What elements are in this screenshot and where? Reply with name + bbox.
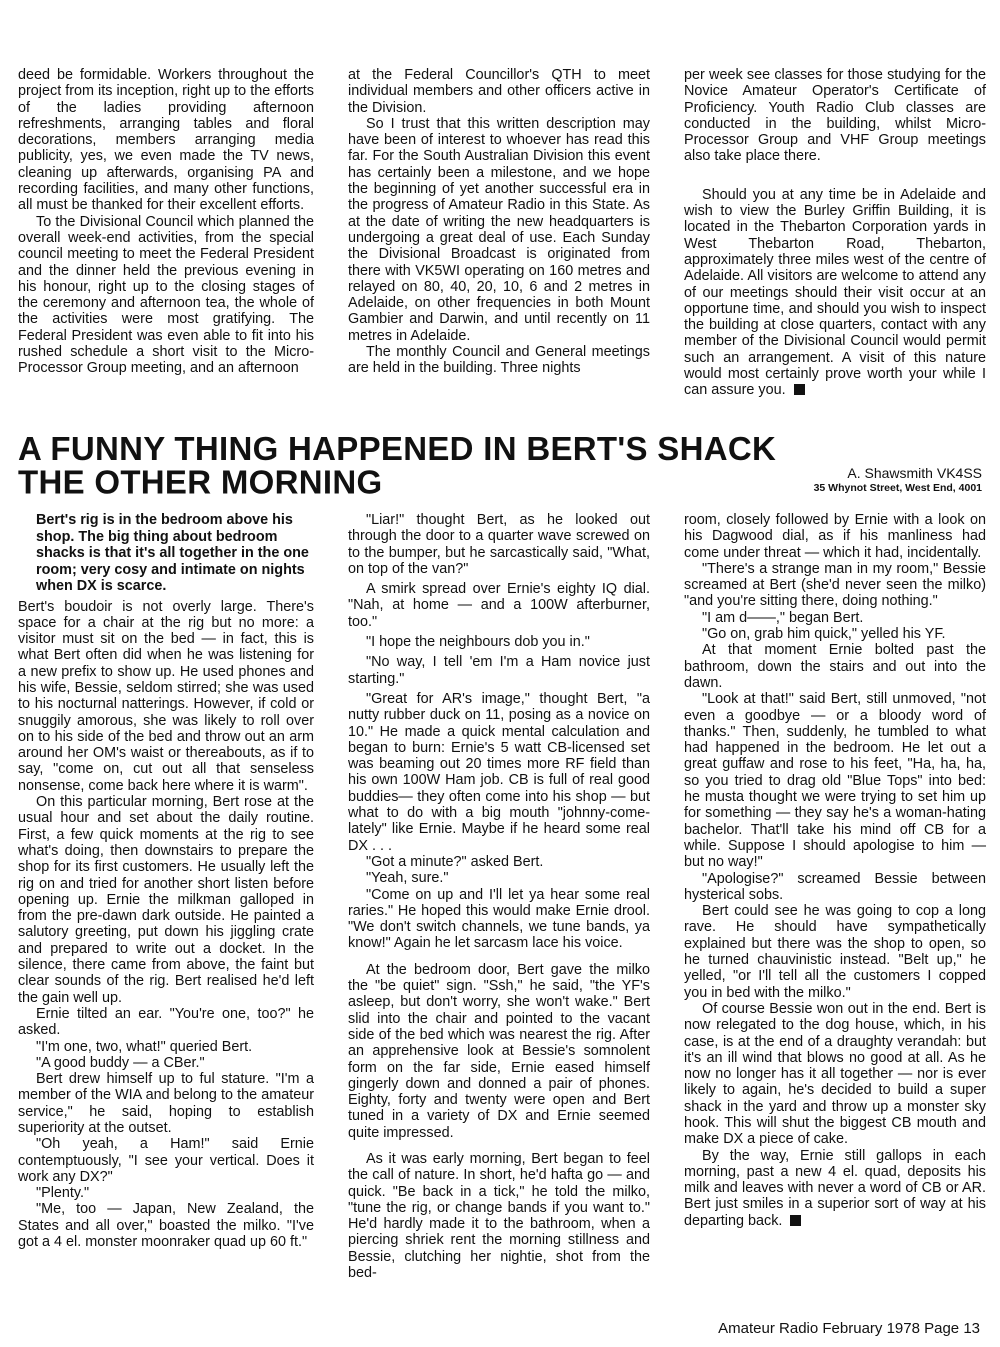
paragraph: "There's a strange man in my room," Bessie screamed at Bert (she'd never seen the milko) "and you're sitting there, doing nothing." — [684, 560, 986, 610]
paragraph: "Liar!" thought Bert, as he looked out through the door to a quarter wave screwed on to the bumper, but he sarcastically said, "What, on top of the van?" — [348, 512, 650, 577]
paragraph-text: Should you at any time be in Adelaide and wish to view the Burley Griffin Building, it is located in the Thebarton Corporation yards in West Thebarton Road, Thebarton, approximately three miles west of the centre of Adelaide. All visitors are welcome to attend any of our meetings should their visit occur at an opportune time, and should you wish to inspect the building at close quarters, contact with any member of the Divisional Council would permit such an arrangement. A visit of this nature would most certainly prove worth your while I can assure you. — [684, 186, 986, 399]
paragraph: Ernie tilted an ear. "You're one, too?" he asked. — [18, 1005, 314, 1039]
paragraph: A smirk spread over Ernie's eighty IQ dial. "Nah, at home — and a 100W afterburner, too." — [348, 581, 650, 630]
paragraph: Bert drew himself up to ful stature. "I'm a member of the WIA and belong to the amateur service," he said, hoping to establish superiority at the outset. — [18, 1071, 314, 1136]
paragraph-text: By the way, Ernie still gallops in each morning, past a new 4 el. quad, deposits his milk and leaves with never a word of CB or AR. Bert just smiles in a superior sort of way at his departing back. — [684, 1147, 986, 1229]
end-of-article-mark — [794, 384, 805, 395]
paragraph — [684, 187, 986, 399]
paragraph: On this particular morning, Bert rose at the usual hour and set about the daily routine. First, a few quick moments at the rig to see what's doing, then downstairs to prepare the shop for its first customers. He usually left the rig on and tried for another short listen before opening up. Ernie the milkman galloped in from the pre-dawn dark outside. He painted a salutory greeting, put down his jiggling crate and prepared to write out a docket. In the silence, there came from above, the faint but clear sounds of the rig. Bert realised he'd left the gain well up. — [18, 794, 314, 1006]
paragraph: "A good buddy — a CBer." — [36, 1054, 205, 1071]
lead-paragraph: Bert's rig is in the bedroom above his shop. The big thing about bedroom shacks is that it's all together in the one room; very cosy and intimate on nights when DX is scarce. — [36, 512, 309, 594]
paragraph: Bert's boudoir is not overly large. There's space for a chair at the rig but no more: a visitor must sit on the bed — in fact, this is what Bert often did when he was listening for a new prefix to show up. He used phones and his wife, Bessie, seldom stirred; she was used to his nocturnal natterings. However, if cold or snuggily amorous, she was likely to roll over on to his side of the bed and throw out an arm around her OM's waist or thereabouts, as if to say, "come on, cut out all that senseless nonsense, come back here where it is warm". — [18, 598, 314, 794]
paragraph: Bert could see he was going to cop a long rave. He should have sympathetically explained but there was the shop to open, so he turned chauvinistic instead. "Belt up," he yelled, "or I'll tell all the customers I copped you in bed with the milko." — [684, 903, 986, 1001]
author-address: 35 Whynot Street, West End, 4001 — [813, 482, 982, 494]
article-headline — [18, 429, 818, 501]
paragraph — [684, 1148, 986, 1229]
paragraph: room, closely followed by Ernie with a look on his Dagwood dial, as if his manliness had come under threat — which it had, incidentally. — [684, 512, 986, 561]
author-byline — [814, 465, 982, 495]
headline-line-2: THE OTHER MORNING — [18, 462, 383, 501]
paragraph: "Apologise?" screamed Bessie between hysterical sobs. — [684, 870, 986, 903]
paragraph: "Got a minute?" asked Bert. — [366, 853, 544, 870]
paragraph: "No way, I tell 'em I'm a Ham novice just starting." — [348, 654, 650, 687]
headline-line-1: A FUNNY THING HAPPENED IN BERT'S SHACK — [18, 429, 777, 468]
paragraph: "I'm one, two, what!" queried Bert. — [36, 1038, 253, 1055]
page-footer: Amateur Radio February 1978 Page 13 — [718, 1320, 980, 1337]
paragraph: "Look at that!" said Bert, still unmoved, "not even a goodbye — or a bloody word of thanks." Then, suddenly, he tumbled to what had happened in the bedroom. He let out a great guffaw and rose to his feet, "Ha, ha, ha, so you tried to drag old "Blue Tops" into bed: he musta thought we were trying to set him up for something — they say he's a woman-hating bachelor. That'll take his mind off CB for a while. Suppose I should apologise to him — but no way!" — [684, 691, 986, 871]
paragraph: So I trust that this written description may have been of interest to whoever has read this far. For the South Australian Division this event has certainly been a milestone, and we hope the beginning of yet another successful era in the progress of Amateur Radio in this State. As at the date of writing the new headquarters is undergoing a great deal of use. Each Sunday the Divisional Broadcast is originated from there with VK5WI operating on 160 metres and relayed on 80, 40, 20, 10, 6 and 2 metres in Adelaide, on other frequencies in both Mount Gambier and Darwin, and until recently on 11 metres in Adelaide. — [348, 115, 650, 344]
paragraph: deed be formidable. Workers throughout the project from its inception, right up to the efforts of the ladies providing afternoon refreshments, arranging tables and floral decorations, members arranging media publicity, yes, we even made the TV news, cleaning up afterwards, organising PA and recording facilities, and many other functions, all must be thanked for their excellent efforts. — [18, 67, 314, 214]
top-column-2 — [348, 67, 650, 377]
paragraph: At that moment Ernie bolted past the bathroom, down the stairs and out into the dawn. — [684, 642, 986, 691]
paragraph: At the bedroom door, Bert gave the milko the "be quiet" sign. "Ssh," he said, "the YF's asleep, but don't worry, she won't wake." Bert slid into the chair and pointed to the vacant side of the bed which was nearest the rig. After an apprehensive look at Bessie's somnolent form on the far side, Ernie eased himself gingerly down and donned a pair of phones. Eighty, forty and twenty were open and Bert tuned in a variety of DX and Ernie seemed quite impressed. — [348, 961, 650, 1141]
top-column-1 — [18, 67, 314, 377]
paragraph: "Me, too — Japan, New Zealand, the States and all over," boasted the milko. "I've got a 4 el. monster moonraker quad up 60 ft." — [18, 1201, 314, 1251]
paragraph: "I hope the neighbours dob you in." — [366, 634, 590, 651]
paragraph: at the Federal Councillor's QTH to meet individual members and other officers active in the Division. — [348, 67, 650, 116]
paragraph: "Go on, grab him quick," yelled his YF. — [702, 626, 946, 643]
paragraph: "Come on up and I'll let ya hear some real raries." He hoped this would make Ernie drool. "We don't switch channels, we tune bands, ya know!" Again he let sarcasm lace his voice. — [348, 886, 650, 952]
paragraph: "Oh yeah, a Ham!" said Ernie contemptuously, "I see your vertical. Does it work any DX?" — [18, 1136, 314, 1185]
paragraph: As it was early morning, Bert began to feel the call of nature. In short, he'd hafta go — and quick. "Be back in a tick," he told the milko, "tune the rig, or change bands if you want to." He'd hardly made it to the bathroom, when a piercing shriek rent the morning stillness and Bessie, clutching her nightie, shot from the bed- — [348, 1150, 650, 1282]
article-column-3 — [684, 512, 986, 1229]
paragraph: "Plenty." — [36, 1185, 90, 1202]
article-column-2 — [348, 512, 650, 1281]
paragraph: "Yeah, sure." — [366, 870, 449, 887]
paragraph: To the Divisional Council which planned the overall week-end activities, from the special council meeting to meet the Federal President and the dinner held the previous evening in his honour, right up to the closing stages of the ceremony and afternoon tea, the whole of the activities were most gratifying. The Federal President was even able to fit into his rushed schedule a short visit to the Micro-Processor Group meeting, and an afternoon — [18, 213, 314, 377]
article-column-1 — [18, 512, 314, 1250]
paragraph: "I am d——," began Bert. — [702, 609, 864, 626]
paragraph: The monthly Council and General meetings are held in the building. Three nights — [348, 344, 650, 377]
end-of-article-mark — [790, 1215, 801, 1226]
paragraph: per week see classes for those studying for the Novice Amateur Operator's Certificate of Proficiency. Youth Radio Club classes are conducted in the building, whilst Micro-Processor Group and VHF Group meetings also take place there. — [684, 67, 986, 165]
author-name: A. Shawsmith VK4SS — [847, 465, 982, 481]
paragraph: "Great for AR's image," thought Bert, "a nutty rubber duck on 11, posing as a novice on 10." He made a quick mental calculation and began to burn: Ernie's 5 watt CB-licensed set was beaming out 20 times more RF field than his own 100W Ham job. CB is full of real good buddies— they often come into his shop — but what to do with a big mouth "johnny-come-lately" like Ernie. Maybe if he heard some real DX . . . — [348, 690, 650, 854]
top-column-3 — [684, 67, 986, 399]
paragraph: Of course Bessie won out in the end. Bert is now relegated to the dog house, which, in his case, is at the end of a draughty verandah: but it's an ill wind that blows no good at all. As he now no longer has it all together — nor is ever likely to again, he's decided to build a super shack in the yard and throw up a monster sky hook. This will shut the biggest CB mouth and make DX a piece of cake. — [684, 1000, 986, 1148]
